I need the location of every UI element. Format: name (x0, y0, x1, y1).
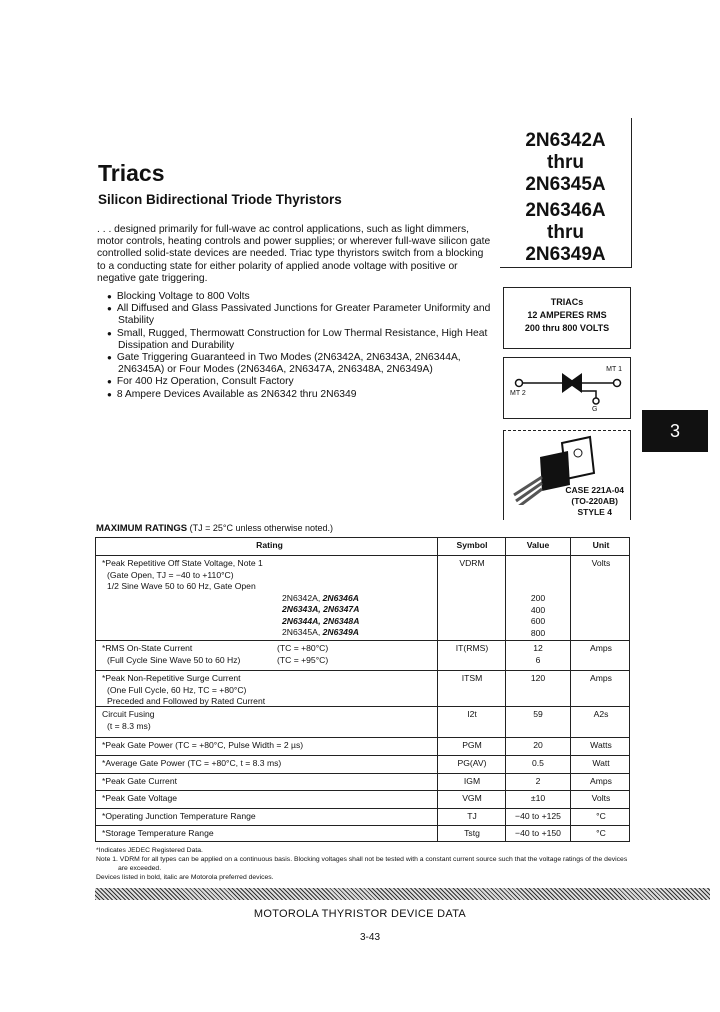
table-row: *Average Gate Power (TC = +80°C, t = 8.3 ms) PG(AV) 0.5 Watt (96, 756, 629, 774)
unit-cell: Amps (590, 643, 612, 653)
page-title: Triacs (98, 160, 165, 186)
part-number: 2N6346A (525, 200, 606, 221)
feature-item: ● Blocking Voltage to 800 Volts (97, 291, 497, 303)
symbol-cell: ITSM (461, 673, 483, 683)
ratings-title (96, 523, 333, 534)
table-row (96, 556, 629, 641)
note: Devices listed in bold, italic are Motorola preferred devices. (96, 874, 274, 881)
intro-paragraph: . . . designed primarily for full-wave ac control applications, such as light dimmers, motor controls, heating controls and power supplies; or wherever full-wave silicon gate controlled solid-state devices are needed. Triac type thyristors switch from a blocking to a conducting state for either polarity of applied anode voltage with positive or negative gate triggering. (97, 224, 491, 284)
note: Note 1. VDRM for all types can be applied on a continuous basis. Blocking voltages shall not be tested with a constant current source such that the voltage ratings of the devices are exceeded. (96, 856, 628, 872)
header-unit: Unit (592, 540, 610, 550)
mt1-label: MT 1 (606, 366, 622, 373)
note: *Indicates JEDEC Registered Data. (96, 847, 203, 854)
ratings-condition: (TJ = 25°C unless otherwise noted.) (189, 523, 334, 533)
symbol-cell: VDRM (459, 558, 485, 568)
feature-item: ● Gate Triggering Guaranteed in Two Modes (2N6342A, 2N6343A, 2N6344A, 2N6345A) or Four Modes (2N6346A, 2N6347A, 2N6348A, 2N6349A) (97, 352, 497, 376)
table-row (96, 641, 629, 671)
part-number: thru (547, 222, 584, 243)
case-style: STYLE 4 (577, 507, 612, 517)
feature-item: ● 8 Ampere Devices Available as 2N6342 thru 2N6349 (97, 389, 497, 401)
package-box (503, 430, 631, 520)
table-row: *Peak Gate Current IGM 2 Amps (96, 774, 629, 791)
maximum-ratings-table (95, 537, 630, 842)
value-cell: 59 (533, 709, 543, 719)
rating-cell: Circuit Fusing (t = 8.3 ms) (102, 709, 155, 731)
part-number: 2N6349A (525, 244, 606, 265)
feature-item: ● All Diffused and Glass Passivated Junctions for Greater Parameter Uniformity and Stability (97, 303, 497, 327)
symbol-cell: I2t (467, 709, 477, 719)
section-tab: 3 (642, 410, 708, 452)
table-header (96, 538, 629, 556)
desc-line: 200 thru 800 VOLTS (524, 323, 610, 333)
page-number: 3-43 (359, 932, 380, 943)
device-description-box (503, 287, 631, 349)
desc-line: 12 AMPERES RMS (527, 310, 607, 320)
header-rating: Rating (256, 540, 283, 550)
value-cell: 120 (530, 673, 546, 683)
triac-symbol-box (503, 357, 631, 419)
value-cell: 200 400 600 800 (530, 593, 546, 638)
table-notes (96, 846, 636, 882)
rating-cell: *RMS On-State Current (TC = +80°C) (Full Cycle Sine Wave 50 to 60 Hz) (TC = +95°C) (102, 643, 329, 665)
symbol-cell: IT(RMS) (455, 643, 489, 653)
decorative-band (95, 888, 710, 900)
part-number-box (500, 118, 632, 268)
table-row: *Storage Temperature Range Tstg −40 to +150 °C (102, 828, 606, 838)
unit-cell: A2s (593, 709, 609, 719)
table-row: *Peak Gate Voltage VGM ±10 Volts (96, 791, 629, 809)
desc-line: TRIACs (550, 297, 584, 307)
table-row (96, 707, 629, 738)
table-row: *Operating Junction Temperature Range TJ −40 to +125 °C (96, 809, 629, 826)
value-cell: 12 6 (533, 643, 543, 665)
page-subtitle: Silicon Bidirectional Triode Thyristors (98, 192, 342, 207)
ratings-heading: MAXIMUM RATINGS (96, 523, 188, 534)
case-label (565, 485, 624, 518)
rating-cell: *Peak Non-Repetitive Surge Current (One Full Cycle, 60 Hz, TC = +80°C) Preceded and Followed by Rated Current (102, 673, 266, 706)
feature-item: ● For 400 Hz Operation, Consult Factory (97, 376, 497, 388)
part-number: thru (547, 152, 584, 173)
table-row (96, 671, 629, 707)
header-value: Value (526, 540, 550, 550)
footer-title: MOTOROLA THYRISTOR DEVICE DATA (253, 908, 467, 920)
table-row: *Peak Gate Power (TC = +80°C, Pulse Width = 2 µs) PGM 20 Watts (96, 738, 629, 756)
gate-label: G (592, 406, 598, 413)
part-number: 2N6345A (525, 174, 606, 195)
part-number: 2N6342A (525, 130, 606, 151)
feature-item: ● Small, Rugged, Thermowatt Construction for Low Thermal Resistance, High Heat Dissipation and Durability (97, 328, 497, 352)
rating-cell: *Peak Repetitive Off State Voltage, Note 1 (Gate Open, TJ = −40 to +110°C) 1/2 Sine Wave 50 to 60 Hz, Gate Open 2N6342A, 2N6346A 2N6343A, 2N6347A 2N6344A, 2N6348A 2N6345A, 2N6349A (102, 558, 360, 637)
unit-cell: Volts (591, 558, 611, 568)
header-symbol: Symbol (456, 540, 488, 550)
feature-list (97, 291, 497, 401)
unit-cell: Amps (590, 673, 612, 683)
case-number: CASE 221A-04 (565, 485, 624, 495)
case-package: (TO-220AB) (571, 496, 618, 506)
mt2-label: MT 2 (510, 390, 526, 397)
